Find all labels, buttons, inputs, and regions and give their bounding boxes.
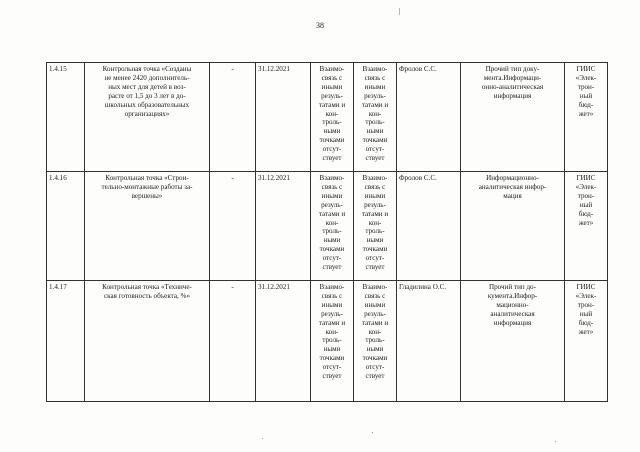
cell-text-line: отсут- — [322, 145, 342, 154]
cell-text-line: точками — [319, 354, 345, 363]
cell-text-line: ГИИС — [576, 65, 596, 73]
cell-text-line: ными — [323, 236, 341, 245]
cell-text-line: троль- — [365, 336, 385, 345]
cell-text-line: информация — [493, 318, 532, 327]
start-date-cell: - — [210, 63, 256, 172]
cell-text-line: Информационно- — [486, 174, 539, 182]
cell-text-line: Контрольная точка «Строи- — [105, 174, 189, 182]
document-type-cell — [461, 281, 565, 402]
cell-text-line: иными — [321, 191, 343, 200]
cell-text-line: трон- — [577, 191, 595, 200]
cell-text-line: троль- — [322, 227, 342, 236]
cell-text-line: татами и — [361, 318, 389, 327]
document-type-cell — [461, 63, 565, 172]
cell-text-line: татами и — [361, 100, 389, 109]
cell-text-line: кумента.Инфор- — [487, 291, 538, 300]
start-date-cell: - — [210, 281, 256, 402]
cell-text-line: Взаимо- — [319, 65, 345, 73]
cell-text-line: онно-аналитическая — [481, 82, 544, 91]
cell-text-line: не менее 2420 дополнитель- — [104, 73, 190, 82]
cell-text-line: расте от 1,5 до 3 лет в до- — [108, 91, 186, 100]
cell-text-line: Взаимо- — [319, 283, 345, 291]
cell-text-line: ными — [366, 236, 384, 245]
cell-text-line: бюд- — [578, 318, 594, 327]
cell-text-line: жет» — [578, 327, 594, 336]
table-row — [47, 172, 608, 281]
cell-text-line: ных мест для детей в воз- — [108, 82, 186, 91]
row-number-cell: 1.4.15 — [47, 63, 85, 172]
cell-text-line: отсут- — [322, 254, 342, 263]
cell-text-line: ный — [579, 200, 593, 209]
cell-text-line: «Элек- — [575, 73, 597, 82]
cell-text-line: жет» — [578, 109, 594, 118]
cell-text-line: тельно-монтажные работы за- — [101, 182, 193, 191]
cell-text-line: Прочий тип до- — [489, 283, 536, 291]
cell-text-line: резуль- — [321, 200, 343, 209]
cell-text-line: ствует — [322, 154, 342, 163]
scan-artifact — [555, 441, 556, 442]
cell-text-line: ствует — [322, 263, 342, 272]
cell-text-line: ный — [579, 309, 593, 318]
successor-relation-cell — [354, 63, 397, 172]
cell-text-line: ГИИС — [576, 283, 596, 291]
cell-text-line: связь с — [321, 73, 343, 82]
cell-text-line: иными — [321, 82, 343, 91]
cell-text-line: отсут- — [365, 145, 385, 154]
cell-text-line: резуль- — [364, 309, 386, 318]
cell-text-line: аналитическая — [490, 309, 535, 318]
control-point-name-cell — [85, 281, 210, 402]
cell-text-line: «Элек- — [575, 182, 597, 191]
table-row — [47, 281, 608, 402]
cell-text-line: троль- — [322, 118, 342, 127]
cell-text-line: иными — [321, 300, 343, 309]
cell-text-line: организациях» — [124, 109, 170, 118]
predecessor-relation-cell — [311, 172, 354, 281]
cell-text-line: Взаимо- — [319, 174, 345, 182]
scan-artifact — [262, 438, 263, 439]
cell-text-line: Контрольная точка «Техниче- — [102, 283, 192, 291]
cell-text-line: иными — [364, 300, 386, 309]
cell-text-line: отсут- — [322, 363, 342, 372]
cell-text-line: Прочий тип доку- — [485, 65, 540, 73]
cell-text-line: Взаимо- — [362, 174, 388, 182]
responsible-person-cell: Фролов С.С. — [397, 172, 461, 281]
responsible-person-cell: Гладилина О.С. — [397, 281, 461, 402]
cell-text-line: троль- — [322, 336, 342, 345]
cell-text-line: ствует — [365, 154, 385, 163]
control-points-table — [46, 62, 608, 402]
cell-text-line: кон- — [325, 327, 339, 336]
cell-text-line: кон- — [368, 218, 382, 227]
page-number: 38 — [316, 21, 324, 30]
cell-text-line: ными — [323, 127, 341, 136]
cell-text-line: Взаимо- — [362, 65, 388, 73]
successor-relation-cell — [354, 281, 397, 402]
predecessor-relation-cell — [311, 281, 354, 402]
cell-text-line: точками — [319, 136, 345, 145]
cell-text-line: резуль- — [364, 200, 386, 209]
cell-text-line: связь с — [321, 182, 343, 191]
successor-relation-cell — [354, 172, 397, 281]
cell-text-line: кон- — [368, 327, 382, 336]
control-point-name-cell — [85, 63, 210, 172]
cell-text-line: трон- — [577, 82, 595, 91]
responsible-person-cell: Фролов С.С. — [397, 63, 461, 172]
cell-text-line: аналитическая инфор- — [478, 182, 547, 191]
cell-text-line: связь с — [364, 182, 386, 191]
document-type-cell — [461, 172, 565, 281]
cell-text-line: ными — [366, 345, 384, 354]
row-number-cell: 1.4.17 — [47, 281, 85, 402]
cell-text-line: жет» — [578, 218, 594, 227]
cell-text-line: кон- — [325, 218, 339, 227]
cell-text-line: иными — [364, 191, 386, 200]
cell-text-line: трон- — [577, 300, 595, 309]
cell-text-line: ская готовность объекта, %» — [103, 291, 191, 300]
cell-text-line: «Элек- — [575, 291, 597, 300]
cell-text-line: резуль- — [364, 91, 386, 100]
cell-text-line: отсут- — [365, 254, 385, 263]
cell-text-line: иными — [364, 82, 386, 91]
cell-text-line: ствует — [322, 372, 342, 381]
cell-text-line: связь с — [364, 291, 386, 300]
information-system-cell — [565, 63, 608, 172]
cell-text-line: точками — [362, 245, 388, 254]
cell-text-line: бюд- — [578, 209, 594, 218]
cell-text-line: ный — [579, 91, 593, 100]
scan-artifact — [399, 8, 400, 15]
end-date-cell: 31.12.2021 — [256, 172, 311, 281]
information-system-cell — [565, 172, 608, 281]
cell-text-line: ствует — [365, 372, 385, 381]
cell-text-line: ными — [323, 345, 341, 354]
cell-text-line: вершены» — [131, 191, 163, 200]
cell-text-line: связь с — [364, 73, 386, 82]
cell-text-line: ГИИС — [576, 174, 596, 182]
cell-text-line: мента.Информаци- — [483, 73, 542, 82]
cell-text-line: связь с — [321, 291, 343, 300]
cell-text-line: татами и — [318, 209, 346, 218]
cell-text-line: татами и — [318, 100, 346, 109]
cell-text-line: кон- — [325, 109, 339, 118]
row-number-cell: 1.4.16 — [47, 172, 85, 281]
information-system-cell — [565, 281, 608, 402]
start-date-cell: - — [210, 172, 256, 281]
cell-text-line: Взаимо- — [362, 283, 388, 291]
cell-text-line: ными — [366, 127, 384, 136]
cell-text-line: кон- — [368, 109, 382, 118]
predecessor-relation-cell — [311, 63, 354, 172]
cell-text-line: троль- — [365, 227, 385, 236]
cell-text-line: точками — [319, 245, 345, 254]
cell-text-line: татами и — [318, 318, 346, 327]
cell-text-line: точками — [362, 354, 388, 363]
end-date-cell: 31.12.2021 — [256, 281, 311, 402]
end-date-cell: 31.12.2021 — [256, 63, 311, 172]
table-row — [47, 63, 608, 172]
cell-text-line: точками — [362, 136, 388, 145]
table-body — [47, 63, 608, 402]
scan-artifact — [372, 432, 373, 433]
cell-text-line: мация — [503, 191, 522, 200]
cell-text-line: бюд- — [578, 100, 594, 109]
cell-text-line: школьных образовательных — [104, 100, 190, 109]
cell-text-line: отсут- — [365, 363, 385, 372]
cell-text-line: резуль- — [321, 309, 343, 318]
cell-text-line: татами и — [361, 209, 389, 218]
cell-text-line: ствует — [365, 263, 385, 272]
cell-text-line: информация — [493, 91, 532, 100]
cell-text-line: Контрольная точка «Созданы — [102, 65, 192, 73]
cell-text-line: мационно- — [496, 300, 529, 309]
cell-text-line: резуль- — [321, 91, 343, 100]
cell-text-line: троль- — [365, 118, 385, 127]
control-point-name-cell — [85, 172, 210, 281]
